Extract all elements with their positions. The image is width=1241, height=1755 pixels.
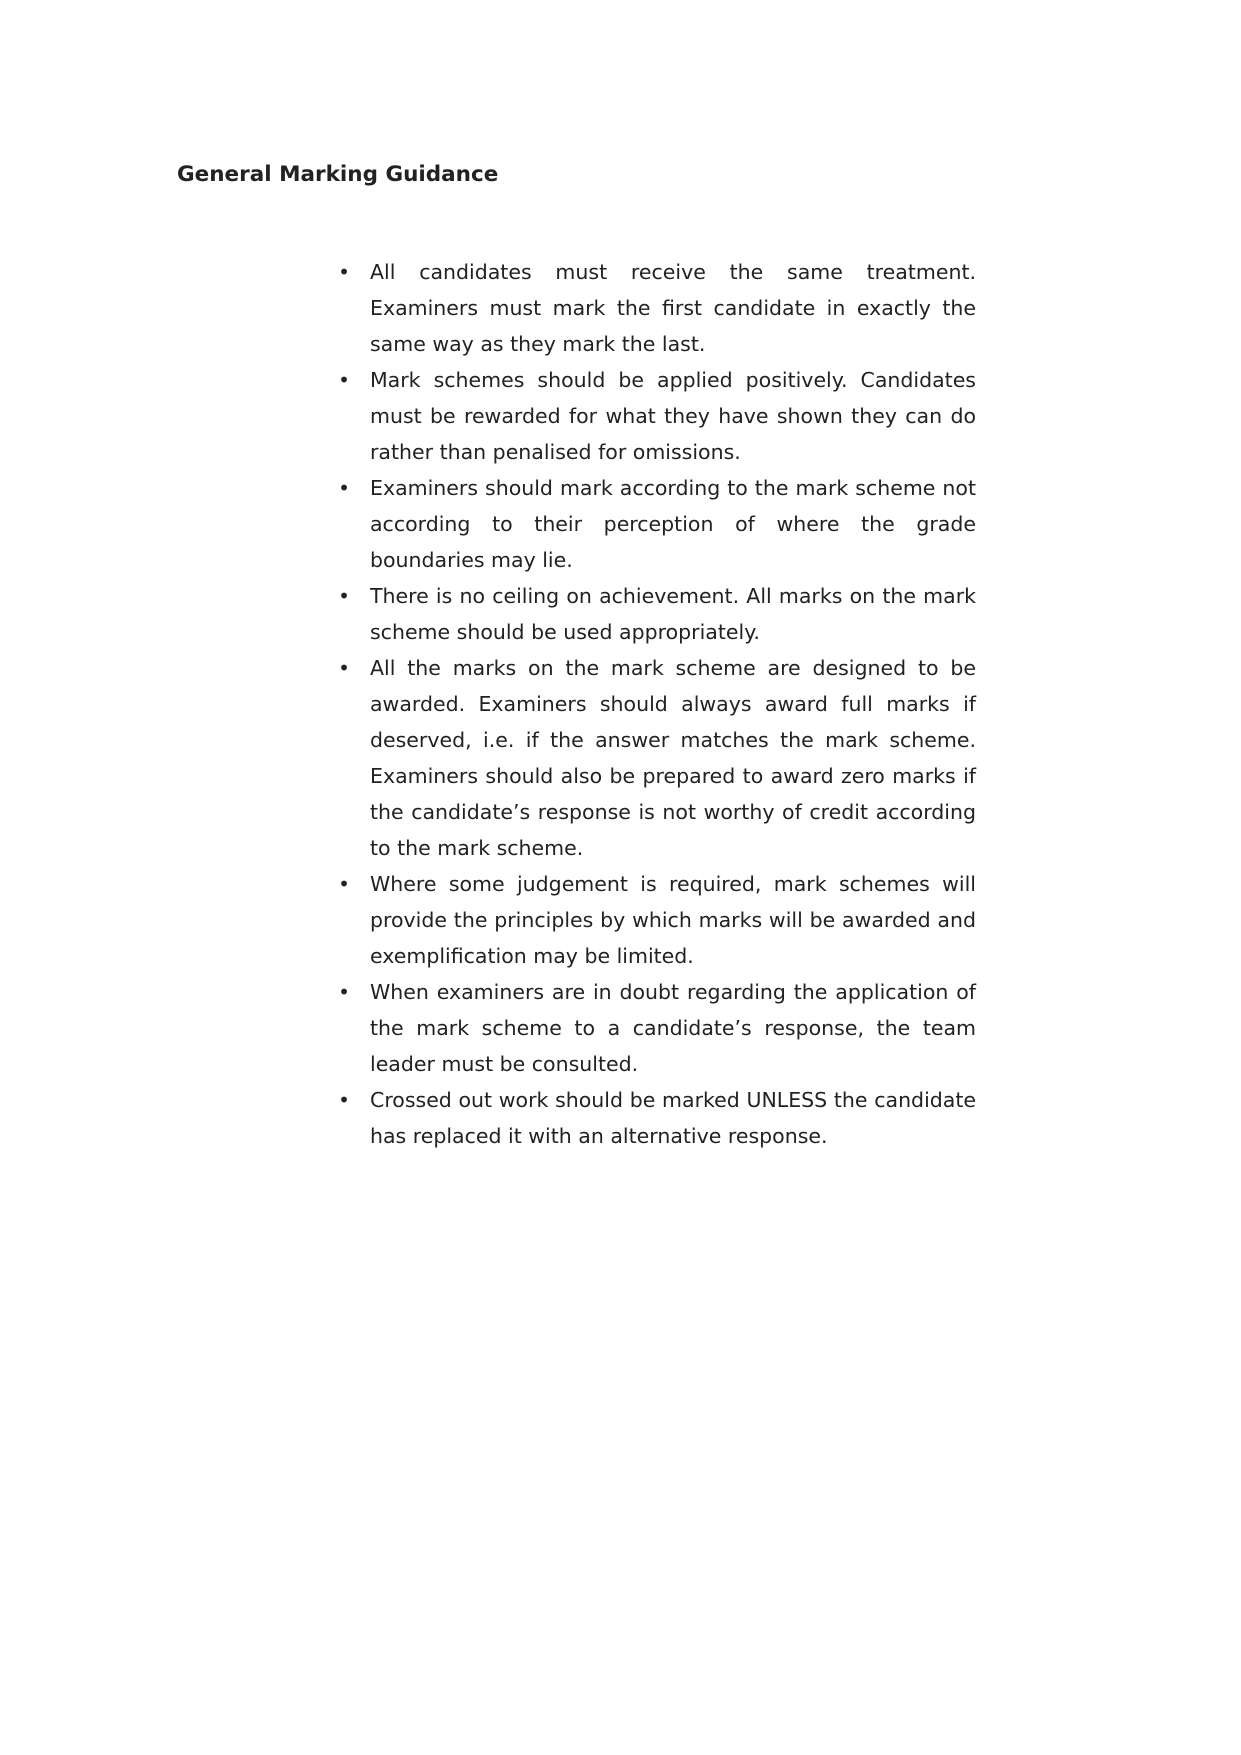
list-item <box>338 974 976 1082</box>
list-item <box>338 578 976 650</box>
list-item <box>338 254 976 362</box>
list-item <box>338 470 976 578</box>
list-item-text: There is no ceiling on achievement. All marks on the mark scheme should be used appropriately. <box>370 584 976 644</box>
list-item <box>338 650 976 866</box>
list-item-text: All candidates must receive the same treatment. Examiners must mark the first candidate in exactly the same way as they mark the last. <box>370 260 976 356</box>
list-item-text: Mark schemes should be applied positively. Candidates must be rewarded for what they have shown they can do rather than penalised for omissions. <box>370 368 976 464</box>
guidance-list <box>338 254 976 1154</box>
bullet-icon: • <box>338 368 350 392</box>
list-item-text: When examiners are in doubt regarding the application of the mark scheme to a candidate’s response, the team leader must be consulted. <box>370 980 976 1076</box>
bullet-icon: • <box>338 260 350 284</box>
list-item-text: Crossed out work should be marked UNLESS the candidate has replaced it with an alternative response. <box>370 1088 976 1148</box>
bullet-icon: • <box>338 1088 350 1112</box>
bullet-icon: • <box>338 656 350 680</box>
list-item <box>338 1082 976 1154</box>
bullet-icon: • <box>338 872 350 896</box>
bullet-icon: • <box>338 476 350 500</box>
list-item <box>338 866 976 974</box>
list-item <box>338 362 976 470</box>
list-item-text: Where some judgement is required, mark schemes will provide the principles by which marks will be awarded and exemplification may be limited. <box>370 872 976 968</box>
page-heading: General Marking Guidance <box>177 162 499 187</box>
bullet-icon: • <box>338 584 350 608</box>
list-item-text: All the marks on the mark scheme are designed to be awarded. Examiners should always award full marks if deserved, i.e. if the answer matches the mark scheme. Examiners should also be prepared to award zero marks if the candidate’s response is not worthy of credit according to the mark scheme. <box>370 656 976 860</box>
list-item-text: Examiners should mark according to the mark scheme not according to their perception of where the grade boundaries may lie. <box>370 476 976 572</box>
bullet-icon: • <box>338 980 350 1004</box>
